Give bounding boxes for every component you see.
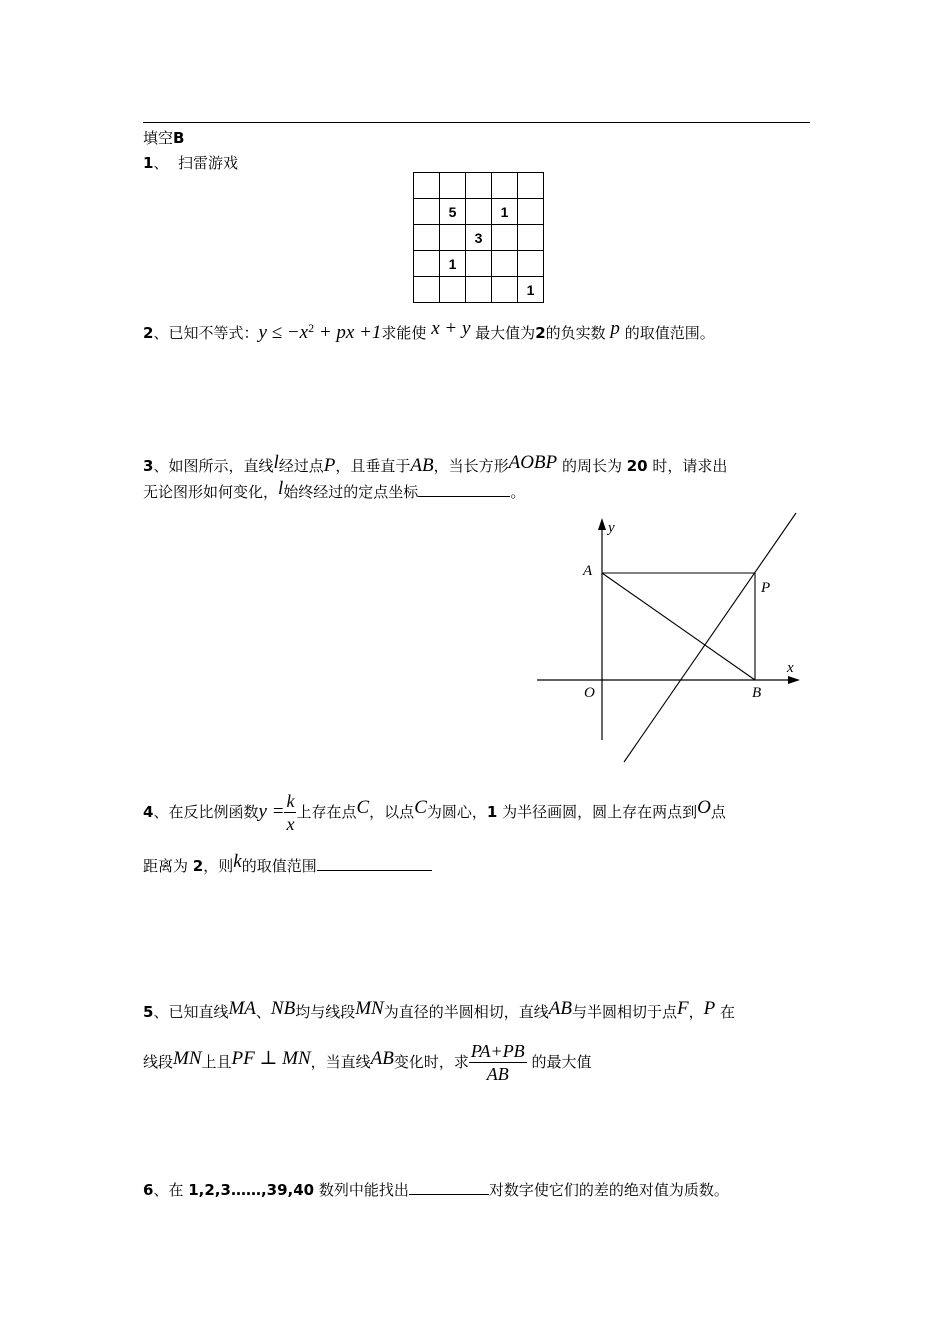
fraction-pa-pb-over-ab <box>469 1041 527 1084</box>
question-text: 。 <box>510 483 526 501</box>
label-y: y <box>608 520 615 536</box>
inequality-rest: + px +1 <box>314 322 382 343</box>
x-axis-arrow <box>788 676 800 684</box>
question-4-line-2 <box>143 851 432 876</box>
question-text: 线段 <box>143 1053 174 1071</box>
label-A: A <box>583 563 593 579</box>
variable-F: F <box>676 998 689 1019</box>
coordinate-figure <box>530 508 810 770</box>
question-text: 无论图形如何变化， <box>143 483 279 501</box>
question-6 <box>143 1180 729 1200</box>
variable-P: P <box>323 455 336 476</box>
grid-row <box>414 225 544 251</box>
grid-cell <box>466 173 492 199</box>
sequence: 1,2,3……,39,40 <box>188 1181 315 1199</box>
fraction-numerator: PA+PB <box>470 1041 525 1061</box>
question-text: 扫雷游戏 <box>178 154 239 172</box>
question-text: 均与线段 <box>295 1003 356 1021</box>
question-4-line-1 <box>143 790 726 834</box>
grid-cell <box>492 225 518 251</box>
question-3-line-1 <box>143 452 728 476</box>
variable-AOBP: AOBP <box>508 452 558 473</box>
variable-AB: AB <box>548 998 572 1019</box>
label-P: P <box>761 580 771 596</box>
label-x: x <box>787 660 794 676</box>
question-text: ，以点 <box>369 803 415 821</box>
variable-l: l <box>273 452 279 473</box>
question-text: 始终经过的定点坐标 <box>283 483 419 501</box>
variable-MA: MA <box>228 998 256 1019</box>
separator: 、 <box>153 154 169 172</box>
question-text: ， <box>688 1003 704 1021</box>
exponent: 2 <box>308 321 315 335</box>
grid-row <box>414 277 544 303</box>
question-text: 的取值范围。 <box>624 324 715 342</box>
fraction-numerator: k <box>286 791 295 811</box>
variable-k: k <box>233 851 242 872</box>
variable-P: P <box>703 998 716 1019</box>
question-text: 求能使 <box>381 324 427 342</box>
section-title-text: 填空 <box>143 129 174 147</box>
question-number: 5 <box>143 1003 154 1021</box>
grid-cell <box>466 277 492 303</box>
question-text: 的最大值 <box>531 1053 592 1071</box>
answer-blank[interactable] <box>409 1180 489 1195</box>
separator: 、 <box>255 1003 271 1021</box>
value: 2 <box>192 857 204 875</box>
question-text: 、已知不等式： <box>153 324 259 342</box>
question-text: 的负实数 <box>545 324 606 342</box>
question-2 <box>143 318 715 343</box>
line-l <box>624 513 796 762</box>
answer-blank[interactable] <box>418 482 510 497</box>
grid-cell <box>466 199 492 225</box>
question-3-line-2 <box>143 478 526 502</box>
question-text: 、如图所示，直线 <box>153 457 274 475</box>
grid-cell <box>518 225 544 251</box>
variable-C: C <box>414 797 427 818</box>
question-text: 最大值为 <box>475 324 536 342</box>
section-title-letter: B <box>173 129 185 147</box>
grid-cell <box>518 173 544 199</box>
answer-blank[interactable] <box>317 856 432 871</box>
grid-cell <box>518 199 544 225</box>
grid-cell: 1 <box>518 277 544 303</box>
question-text: 的周长为 <box>561 457 622 475</box>
question-text: 为半径画圆，圆上存在两点到 <box>502 803 698 821</box>
question-text: 为圆心， <box>426 803 487 821</box>
grid-cell <box>414 173 440 199</box>
question-text: ，且垂直于 <box>335 457 411 475</box>
grid-cell <box>414 225 440 251</box>
question-text: 的取值范围 <box>241 857 317 875</box>
grid-cell <box>414 277 440 303</box>
question-text: ，当直线 <box>310 1053 371 1071</box>
variable-NB: NB <box>270 998 296 1019</box>
question-5-line-1 <box>143 998 735 1022</box>
question-text: 距离为 <box>143 857 189 875</box>
question-5-line-2 <box>143 1038 591 1086</box>
grid-cell <box>492 251 518 277</box>
fraction-denominator: AB <box>486 1064 509 1084</box>
variable-C: C <box>356 797 370 818</box>
question-text: 点 <box>710 803 726 821</box>
grid-row <box>414 199 544 225</box>
header-rule <box>143 122 810 123</box>
fraction-denominator: x <box>286 814 295 834</box>
grid-row <box>414 251 544 277</box>
grid-cell <box>466 251 492 277</box>
question-number: 3 <box>143 457 154 475</box>
question-text: ，当长方形 <box>433 457 509 475</box>
variable-AB: AB <box>370 1048 394 1069</box>
perpendicular-expression: PF ⊥ MN <box>231 1048 311 1069</box>
question-text: 上存在点 <box>296 803 357 821</box>
question-number: 4 <box>143 803 154 821</box>
question-text: 经过点 <box>278 457 324 475</box>
question-text: 、在 <box>153 1181 184 1199</box>
grid-cell <box>518 251 544 277</box>
sum-expression: x + y <box>431 318 471 339</box>
y-axis-arrow <box>598 518 606 530</box>
grid-cell <box>440 225 466 251</box>
question-text: 变化时，求 <box>393 1053 469 1071</box>
variable-l: l <box>278 478 284 499</box>
grid-row <box>414 173 544 199</box>
section-title <box>143 128 184 148</box>
grid-cell: 1 <box>492 199 518 225</box>
grid-cell: 1 <box>440 251 466 277</box>
grid-cell: 5 <box>440 199 466 225</box>
inequality: y ≤ −x <box>258 322 309 343</box>
segment-AB <box>602 573 755 680</box>
label-B: B <box>752 685 762 701</box>
question-number: 1 <box>143 154 154 172</box>
question-number: 6 <box>143 1181 154 1199</box>
grid-cell <box>440 173 466 199</box>
grid-cell <box>492 277 518 303</box>
grid-cell <box>414 199 440 225</box>
question-text: 、在反比例函数 <box>153 803 259 821</box>
label-O: O <box>584 685 595 701</box>
question-text: 数列中能找出 <box>318 1181 409 1199</box>
grid-cell <box>440 277 466 303</box>
function-lhs: y = <box>258 801 285 822</box>
question-1 <box>143 153 238 173</box>
question-text: 在 <box>719 1003 735 1021</box>
grid-cell <box>414 251 440 277</box>
variable-MN: MN <box>173 1048 202 1069</box>
question-text: 时，请求出 <box>652 457 728 475</box>
question-text: 与半圆相切于点 <box>571 1003 677 1021</box>
question-text: 、已知直线 <box>153 1003 229 1021</box>
question-text: ，则 <box>203 857 234 875</box>
minesweeper-grid <box>413 172 544 303</box>
variable-O: O <box>697 797 711 818</box>
variable-p: p <box>610 318 620 339</box>
question-text: 上且 <box>201 1053 232 1071</box>
value: 1 <box>486 803 498 821</box>
grid-cell <box>492 173 518 199</box>
variable-MN: MN <box>355 998 384 1019</box>
question-number: 2 <box>143 324 154 342</box>
value: 2 <box>535 324 546 342</box>
variable-AB: AB <box>410 455 434 476</box>
fraction-k-over-x <box>284 791 296 834</box>
grid-cell: 3 <box>466 225 492 251</box>
question-text: 为直径的半圆相切，直线 <box>383 1003 549 1021</box>
value: 20 <box>626 457 648 475</box>
question-text: 对数字使它们的差的绝对值为质数。 <box>488 1181 729 1199</box>
